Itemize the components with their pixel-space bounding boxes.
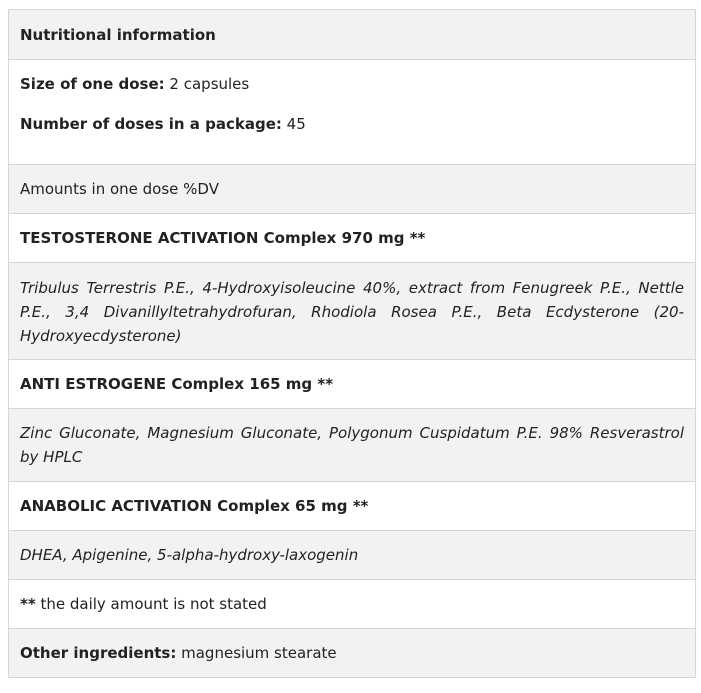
dose-info-row [9, 60, 695, 165]
doses-count-label: Number of doses in a package: [20, 115, 282, 133]
anabolic-complex: ANABOLIC ACTIVATION Complex 65 mg ** [20, 497, 369, 515]
estrogene-complex: ANTI ESTROGENE Complex 165 mg ** [20, 375, 334, 393]
testosterone-ingredients: Tribulus Terrestris P.E., 4-Hydroxyisoleucine 40%, extract from Fenugreek P.E., Nettle P.E., 3,4 Divanillyltetrahydrofuran, Rhodiola Rosea P.E., Beta Ecdysterone (20-Hydroxyecdysterone) [20, 279, 684, 345]
amounts-header: Amounts in one dose %DV [20, 180, 219, 198]
testosterone-ingredients-row [9, 263, 695, 360]
dose-size-value: 2 capsules [164, 75, 250, 93]
other-ingredients-label: Other ingredients: [20, 644, 177, 662]
anabolic-complex-row [9, 482, 695, 531]
footnote-row [9, 580, 695, 629]
other-ingredients [20, 641, 337, 665]
nutrition-table [8, 9, 696, 678]
testosterone-complex-row [9, 214, 695, 263]
footnote [20, 592, 267, 616]
amounts-header-row [9, 165, 695, 214]
anabolic-ingredients-row [9, 531, 695, 580]
footnote-text: the daily amount is not stated [35, 595, 267, 613]
estrogene-ingredients-row [9, 409, 695, 482]
dose-size-label: Size of one dose: [20, 75, 165, 93]
anabolic-ingredients: DHEA, Apigenine, 5-alpha-hydroxy-laxogenin [20, 546, 359, 564]
estrogene-complex-row [9, 360, 695, 409]
doses-count-value: 45 [281, 115, 306, 133]
footnote-marker: ** [20, 595, 36, 613]
table-title-row [9, 10, 695, 60]
estrogene-ingredients: Zinc Gluconate, Magnesium Gluconate, Polygonum Cuspidatum P.E. 98% Resverastrol by HPLC [20, 424, 684, 466]
doses-count [20, 112, 684, 136]
other-ingredients-row [9, 629, 695, 678]
other-ingredients-value: magnesium stearate [176, 644, 337, 662]
table-title: Nutritional information [20, 25, 216, 44]
dose-size [20, 72, 684, 96]
testosterone-complex: TESTOSTERONE ACTIVATION Complex 970 mg ** [20, 229, 426, 247]
